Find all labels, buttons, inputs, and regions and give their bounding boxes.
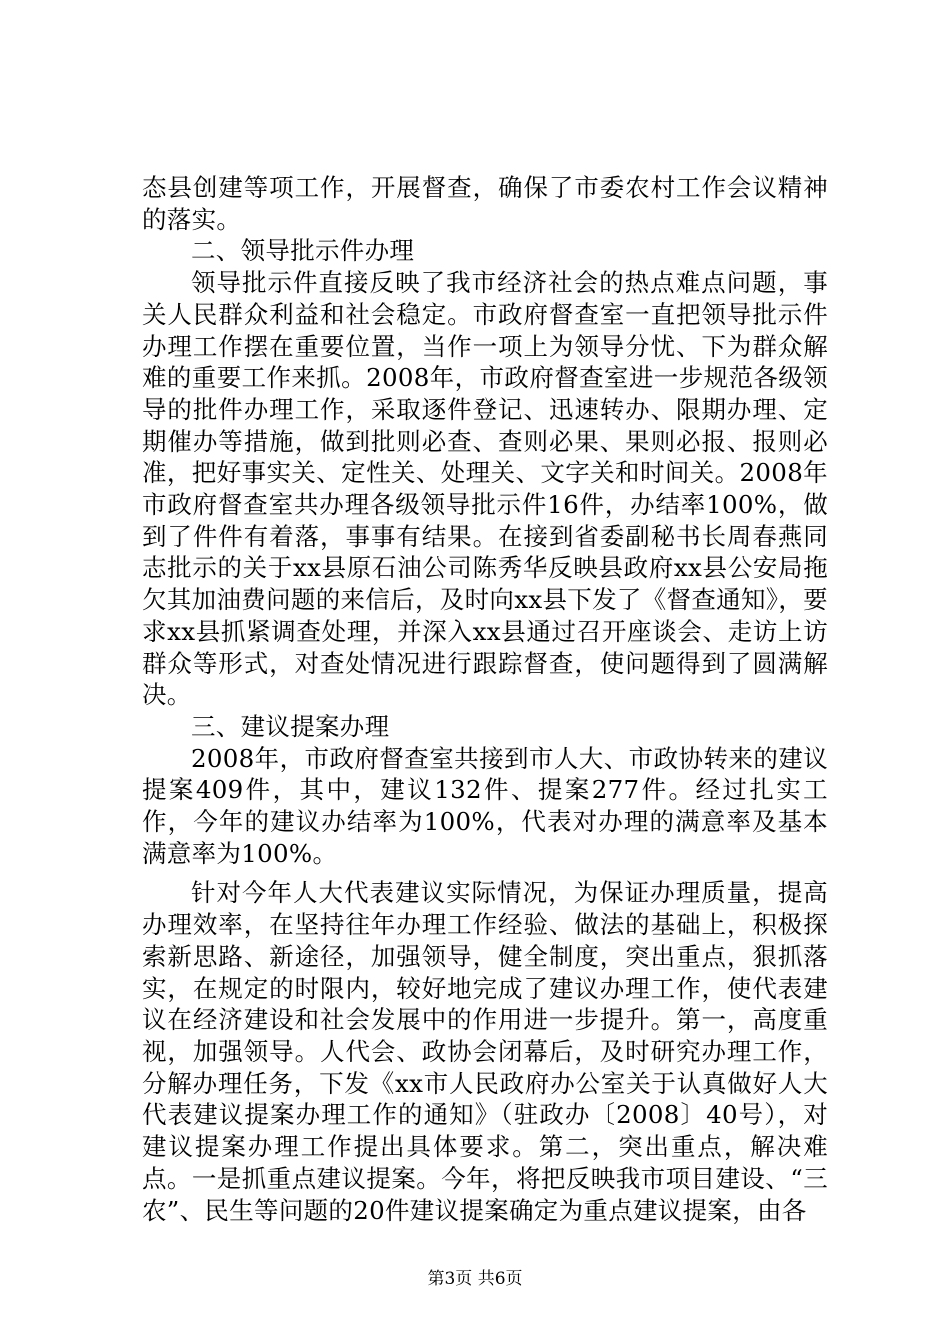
section-heading-2: 二、领导批示件办理 [191,236,415,266]
paragraph-proposals-summary: 2008年，市政府督查室共接到市人大、市政协转来的建议提案409件，其中，建议132件、提案277件。经过扎实工作，今年的建议办结率为100%，代表对办理的满意率及基本满意率为100%。 [142,743,828,868]
document-body [142,172,828,1226]
paragraph-proposals-detail: 针对今年人大代表建议实际情况，为保证办理质量，提高办理效率，在坚持往年办理工作经验、做法的基础上，积极探索新思路、新途径，加强领导，健全制度，突出重点，狠抓落实，在规定的时限内，较好地完成了建议办理工作，使代表建议在经济建设和社会发展中的作用进一步提升。第一，高度重视，加强领导。人代会、政协会闭幕后，及时研究办理工作，分解办理任务，下发《xx市人民政府办公室关于认真做好人大代表建议提案办理工作的通知》（驻政办〔2008〕40号），对建议提案办理工作提出具体要求。第二，突出重点，解决难点。一是抓重点建议提案。今年，将把反映我市项目建设、“三农”、民生等问题的20件建议提案确定为重点建议提案，由各 [142,878,829,1225]
paragraph-leader-instructions: 领导批示件直接反映了我市经济社会的热点难点问题，事关人民群众利益和社会稳定。市政府督查室一直把领导批示件办理工作摆在重要位置，当作一项上为领导分忧、下为群众解难的重要工作来抓。2008年，市政府督查室进一步规范各级领导的批件办理工作，采取逐件登记、迅速转办、限期办理、定期催办等措施，做到批则必查、查则必果、果则必报、报则必准，把好事实关、定性关、处理关、文字关和时间关。2008年市政府督查室共办理各级领导批示件16件，办结率100%，做到了件件有着落，事事有结果。在接到省委副秘书长周春燕同志批示的关于xx县原石油公司陈秀华反映县政府xx县公安局拖欠其加油费问题的来信后，及时向xx县下发了《督查通知》，要求xx县抓紧调查处理，并深入xx县通过召开座谈会、走访上访群众等形式，对查处情况进行跟踪督查，使问题得到了圆满解决。 [142,268,828,710]
paragraph-continuation: 态县创建等项工作，开展督查，确保了市委农村工作会议精神的落实。 [142,173,828,234]
page-number-footer: 第3页 共6页 [427,1269,523,1289]
section-heading-3: 三、建议提案办理 [191,711,390,741]
